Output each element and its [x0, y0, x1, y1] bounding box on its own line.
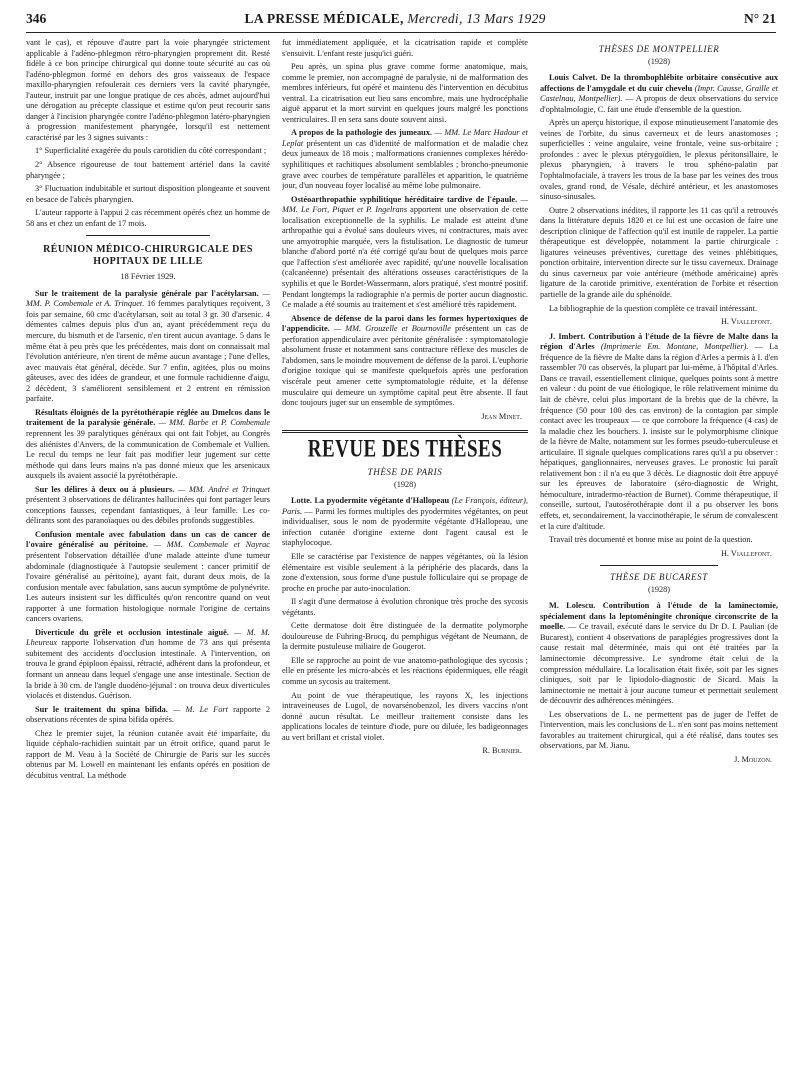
paragraph: Elle se caractérise par l'existence de nappes végétantes, où la lésion élémentaire est visible seulement à la périphérie des placards, dans la zone d'extension, sous forme d'une pustule folliculaire qui se propage de proche en proche par auto-inoculation.	[282, 551, 528, 593]
article-heading: Absence de défense de la paroi dans les formes hypertoxiques de l'appendicite.	[282, 313, 528, 334]
article-authors: — MM. Combemale et Nayrac	[153, 540, 270, 550]
paragraph: 3° Fluctuation indubitable et surtout disposition plongeante et souvent en besace de l'abcès pharyngien.	[26, 184, 270, 204]
divider	[600, 565, 718, 566]
article-authors: — MM. Le Marc Hadour et Leplat	[282, 128, 528, 148]
article-authors: — M. M. Lheureux	[26, 627, 270, 648]
subsection-title: THÈSE DE PARIS	[367, 467, 443, 478]
article-heading: Confusion mentale avec fabulation dans un cas de cancer de l'ovaire généralisé au péritoine.	[26, 529, 270, 550]
paragraph: fut immédiatement appliquée, et la cicatrisation rapide et complète s'ensuivit. L'enfant reste jusqu'ici guéri.	[282, 38, 528, 58]
column-1	[26, 38, 270, 1072]
article-authors: — MM. Barbe et P. Combemale	[158, 418, 270, 428]
article	[26, 485, 270, 527]
paragraph: Il s'agit d'une dermatose à évolution chronique très proche des sycosis végétants.	[282, 597, 528, 617]
article-heading: Louis Calvet. De la thrombophlébite orbitaire consécutive aux affections de l'amygdale et du cuir chevelu	[540, 73, 778, 93]
article-authors: — M. Le Fort	[173, 704, 228, 714]
signature: H. Viallefont.	[720, 548, 772, 558]
paragraph: Au point de vue thérapeutique, les rayons X, les injections intraveineuses de Lugol, de novarsénobenzol, les divers vaccins n'ont donné aucun résultat. Le meilleur traitement consiste dans les applications locales de teinture d'iode, pure ou diluée, les badigeonnages au vert brillant et cristal violet.	[282, 690, 528, 742]
paragraph: 2° Absence rigoureuse de tout battement artériel dans la cavité pharyngée ;	[26, 160, 270, 180]
article	[282, 195, 528, 311]
article	[282, 314, 528, 409]
article-body: 16 femmes paralytiques reçoivent, 3 fois par semaine, 60 cmc d'acétylarsan, soit au total 3 gr. 30 d'arsenic. 4 démentes calmes depuis plus d'un an, ayant précédemment reçu du mercure, du bismuth et de l'arsenic, n'en tirent aucun avantage. 5 dans le même état à peu près que les précédentes, mais dont on connaissait mal l'évolution antérieure, n'en tirent de même aucun avantage ; l'une d'elles, avec mauvais état général, décède. Sur 7 enfin, agitées, plus ou moins gâteuses, avec des idées de grandeur, et une formule rachidienne d'aigu, 2 décèdent, 3 s'améliorent sensiblement et 2 entrent en rémission parfaite.	[26, 299, 270, 404]
article-heading: Diverticule du grêle et occlusion intestinale aiguë.	[35, 627, 229, 637]
subsection-title: THÈSES DE MONTPELLIER	[598, 44, 720, 54]
subsection-year: (1928)	[647, 56, 671, 66]
column-3	[540, 38, 778, 1072]
paragraph: Les observations de L. ne permettent pas de juger de l'effet de l'intervention, mais les conclusions de L. n'en sont pas moins nettement favorables au traitement chirurgical, qui a été réalisé, dans toutes ses observations, par M. Jianu.	[540, 709, 778, 751]
article-authors: — MM. Le Fort, Piquet et P. Ingelrans	[282, 194, 528, 215]
article-body: — La fréquence de la fièvre de Malte dans la région d'Arles a permis à I. d'en rassembler 70 cas observés, la plupart par lui-même, à l'hôpital d'Arles. Dans ce travail, essentiellement clinique, quelques points sont à mettre en valeur : du point de vue étiologique, le rôle relativement minime du lait de chèvre, celui plus important de la brebis que de la chèvre, la fréquence (50 pour 100 des cas environ) de la contagion par simple contact avec les troupeaux — ce que corrobore la fréquence (4 cas) de la maladie chez les bouchers. I. insiste sur le polymorphisme clinique de la fièvre de Malte, notamment sur les formes pseudo-tuberculeuse et articulaire. Il signale quelques complications rares qu'il a pu observer : hépatiques, ganglionnaires, nerveuses graves. Le pronostic lui paraît relativement bon : il n'a eu que 3 décès. Le diagnostic doit être appuyé sur les épreuves de laboratoire (séro-diagnostic de Wright, hémoculture, intradermo-réaction de Burnet). Comme thérapeutique, il conseille, surtout, l'autosérothérapie dont il a pu observer les bons effets, et, secondairement, la vaccinothérapie, le sérum de convalescent et la cure d'altitude.	[540, 342, 778, 531]
paragraph: L'auteur rapporte à l'appui 2 cas récemment opérés chez un homme de 58 ans et chez un enfant de 17 mois.	[26, 208, 270, 228]
article-body: — Ce travail, exécuté dans le service du Dr D. I. Paulian (de Bucarest), contient 4 observations de paraplégies progressives dont la cause restait mal déterminée, mais qui ont été traitées par la laminectomie décompressive. Le syndrome était celui de la compression médullaire. La localisation était fixée, soit par les signes cliniques, soit par le lipiodolo-diagnostic de Sicard. Mais la laminectomie ne mettait à jour aucune tumeur et permettait seulement de découvrir des adhérences méningées.	[540, 622, 778, 706]
article-authors: — MM. P. Combemale et A. Trinquet.	[26, 288, 270, 309]
divider	[282, 430, 528, 433]
article	[540, 601, 778, 706]
article-heading: Ostéoarthropathie syphilitique héréditaire tardive de l'épaule.	[291, 194, 518, 204]
article-body: présentent l'observation détaillée d'une malade atteinte d'une tumeur abdominale (diagnostiquée à l'autopsie seulement : cancer primitif de l'ovaire généralisé au péritoine), ayant fait, durant deux mois, de la confusion mentale avec fabulation, sans aucun symptôme de polynévrite. Les auteurs insistent sur les difficultés qu'on rencontre quand on veut rapporter à une formation histologique normale l'origine de certains cancers ovariens.	[26, 550, 270, 624]
article	[26, 628, 270, 702]
article-body: présentent un cas d'identité de malformation et de maladie chez deux jumeaux de 18 mois ; malformations craniennes complexes hérédo-syphilitiques et rachitiques absolument semblables ; broncho-pneumonie grave avec courbes de température parallèles et apparition, le quatrième jour, d'un nouveau foyer localisé au même lobe pulmonaire.	[282, 138, 528, 191]
article-heading: Sur le traitement du spina bifida.	[35, 704, 168, 714]
article-heading: J. Imbert. Contribution à l'étude de la fièvre de Malte dans la région d'Arles	[540, 331, 778, 352]
subsection-year: (1928)	[393, 479, 417, 489]
society-title: RÉUNION MÉDICO-CHIRURGICALE DES HOPITAUX DE LILLE	[43, 244, 253, 268]
article-heading: Lotte. La pyodermite végétante d'Hallopeau	[291, 496, 450, 506]
issue-number: N° 21	[743, 11, 776, 26]
article	[26, 408, 270, 482]
paragraph: 1° Superficialité exagérée du pouls carotidien du côté correspondant ;	[35, 146, 267, 156]
journal-name: LA PRESSE MÉDICALE,	[244, 11, 404, 26]
article-body: rapporte 2 observations récentes de spina bifida opérés.	[26, 704, 270, 725]
article-body: — Parmi les formes multiples des pyodermites végétantes, on peut individualiser, sous le nom de pyodermite végétante d'Hallopeau, une infection cutanée d'origine externe dont l'agent causal est le staphylocoque.	[282, 506, 528, 548]
article-heading: Sur le traitement de la paralysie générale par l'acétylarsan.	[35, 288, 259, 298]
article-heading: Sur les délires à deux ou à plusieurs.	[35, 484, 175, 494]
signature: J. Mouzon.	[734, 754, 772, 764]
article	[26, 530, 270, 625]
article-publisher: (Imprimerie Em. Montane, Montpellier).	[600, 342, 749, 352]
article	[540, 332, 778, 532]
subsection-year: (1928)	[647, 584, 671, 594]
article	[282, 128, 528, 191]
journal-title	[245, 11, 546, 27]
article-body: rapporte l'observation d'un homme de 73 ans qui présenta subitement des accidents d'occlusion intestinale. A l'intervention, on trouva le grand épiploon épaissi, rétracté, adhérent dans la profondeur, et formant un anneau dans lequel s'engage une anse intestinale. Section de la bride à 30 cm. de l'angle duodéno-jéjunal : on trouva deux diverticules violacés et distendus. Guérison.	[26, 638, 270, 701]
article	[26, 705, 270, 726]
paragraph: Cette dermatose doit être distinguée de la dermatite polymorphe douloureuse de Fuhring-Brocq, du pemphigus végétant de Neumann, de la dermite pustuleuse miliaire de Gougerot.	[282, 621, 528, 652]
paragraph: La bibliographie de la question complète ce travail intéressant.	[549, 303, 758, 313]
subsection-title: THÈSE DE BUCAREST	[610, 572, 708, 583]
article-body: apportent une observation de cette localisation exceptionnelle de la syphilis. Le malade est atteint d'une arthropathie qui a évolué sans douleurs vives, ni contractures, mais avec une amyotrophie marquée, vers la fistulisation. Le diagnostic de tumeur blanche d'abord porté n'a été corrigé qu'au bout de quelques mois parce que l'affection s'est améliorée avec rapidité, qu'une nouvelle localisation (calcanéenne) présentait des altérations osseuses caractéristiques de la syphilis et que le Bordet-Wassermann, alors pratiqué, s'est montré positif. Pendant longtemps la radiographie n'a permis de porter aucun diagnostic. Ce malade a été soumis au traitement et s'est amélioré très rapidement.	[282, 205, 528, 310]
paragraph: Outre 2 observations inédites, il rapporte les 11 cas qu'il a retrouvés dans la littérature depuis 1820 et ce lui est une occasion de faire une description clinique de l'affection qu'il est inutile de rappeler. La partie thérapeutique est développée, notamment la partie chirurgicale : ligatures veineuses préventives, curettage des veines phlébitiques, ponction orbitaire, intervention directe sur le tissu caverneux. Drainage du sinus caverneux par voie antérieure (méthode américaine) après ligature de la carotide primitive, exentération de l'orbite et résection partielle de la grande aile du sphénoïde.	[540, 205, 778, 300]
article	[26, 289, 270, 405]
paragraph: Travail très documenté et bonne mise au point de la question.	[549, 535, 753, 545]
signature: Jean Minet.	[481, 411, 522, 421]
article-body: présentent 3 observations de délirantes hallucinées qui font partager leurs conceptions fausses, cependant fantastiques, à leur famille. Les co-délirants sont des paranoïaques ou des débiles profonds suggestibles.	[26, 495, 270, 526]
article-publisher: (Impr. Causse, Graille et Castelnau, Montpellier).	[540, 83, 778, 104]
article-body: — A propos de deux observations du service d'ophtalmologie, C. fait une étude d'ensemble de la question.	[540, 94, 778, 114]
signature: H. Viallefont.	[720, 317, 772, 327]
article-body: présentent un cas de perforation appendiculaire avec péritonite généralisée : symptomatologie absolument fruste et notamment sans contracture réflexe des muscles de l'abdomen, sans le moindre mouvement de défense de la paroi. L'euphorie d'origine toxique qui se manifeste quelquefois après une perforation viscérale peut amener cette symptomatologie réduite, et la défense musculaire qui demeure un symptôme capital peut être absente. Il faut donc toujours juger sur un ensemble de symptômes.	[282, 324, 528, 408]
article-authors: — MM. Grouzelle et Bournoville	[333, 324, 451, 334]
article	[282, 496, 528, 549]
article-authors: — MM. André et Trinquet	[177, 484, 270, 494]
column-2	[282, 38, 528, 1072]
page-number: 346	[26, 11, 47, 26]
article-heading: A propos de la pathologie des jumeaux.	[291, 128, 432, 138]
paragraph: Peu après, un spina plus grave comme forme anatomique, mais, comme le premier, non accompagné de paralysie, ni de malformation des membres inférieurs, fut opéré et maintenu dès l'intervention en décubitus ventral. La cicatrisation eut lieu sans encombre, mais une hydrocéphalie aiguë apparut et la mort survint en quelques jours malgré les ponctions ventriculaires. Il en sera sans doute souvent ainsi.	[282, 62, 528, 124]
signature: R. Burnier.	[482, 746, 522, 756]
paragraph: vant le cas), et répouve d'autre part la voie pharyngée strictement applicable à l'adéno-phlegmon rétro-pharyngien proprement dit. Resté fidèle à ce bon principe chirurgical qui donne toute sécurité au cas où l'adéno-phlegmon formé en dehors des gros vaisseaux de l'espace maxillo-pharyngien refoulerait ces derniers vers la cavité pharyngée, l'auteur, instruit par une longue pratique de ces abcès, admet aujourd'hui une dérogation au précepte classique et estime qu'on peut recourir sans danger à l'incision pharyngée contre l'adéno-phlegmon latéro-pharyngien à progression manifestement pharyngée, lorsqu'il est nettement caractérisé par les 3 signes suivants :	[26, 38, 270, 142]
article-heading: M. Lolescu. Contribution à l'étude de la laminectomie, spécialement dans la leptoméningite chronique circonscrite de la moelle.	[540, 601, 778, 632]
article-body: reprennent les 39 paralytiques généraux qui ont fait l'objet, au Congrès des aliénistes d'Anvers, de la communication de Combemale et Vullien. Le recul du temps ne leur fait pas modifier leur jugement sur cette méthode qui dans leurs mains n'a pas donné mieux que les arsenicaux auxquels ils avaient associé la pyrétothérapie.	[26, 428, 270, 481]
page-header	[26, 6, 776, 33]
paragraph: Chez le premier sujet, la réunion cutanée avait été imparfaite, du liquide céphalo-rachidien suintait par un étroit orifice, quand parut le rapport de M. Veau à la Société de Chirurgie de Paris sur les succès obtenus par M. Lowell en maintenant les enfants opérés en position de décubitus ventral. La méthode	[26, 728, 270, 780]
society-date: 18 Février 1929.	[120, 272, 176, 282]
article-publisher: (Le François, éditeur), Paris.	[282, 496, 528, 516]
divider	[86, 235, 210, 236]
article	[540, 73, 778, 115]
article-heading: Résultats éloignés de la pyrétothérapie réglée au Dmelcos dans le traitement de la paralysie générale.	[26, 407, 270, 428]
paragraph: Elle se rapproche au point de vue anatomo-pathologique des sycosis ; elle en présente les micro-abcès et les réactions épidermiques, elle réagit comme un sycosis au traitement.	[282, 655, 528, 686]
issue-date: Mercredi, 13 Mars 1929	[407, 11, 546, 26]
paragraph: Après un aperçu historique, il expose minutieusement l'anatomie des veines de l'orbite, du sinus caverneux et de leurs anastomoses ; superficielles : veine angulaire, veine frontale, veine sus-orbitaire ; profondes : avec le plexus ptérygoïdien, le plexus péritonsillaire, le plexus pharyngien, à travers le trou sphéno-palatin par l'ophtalmofaciale, à travers les trous de la base par les veines des trous ovales, grand rond, de Vésale, déchiré antérieur, et les anastomoses sinuso-sinusales.	[540, 118, 778, 202]
section-title: REVUE DES THÈSES	[307, 435, 503, 464]
